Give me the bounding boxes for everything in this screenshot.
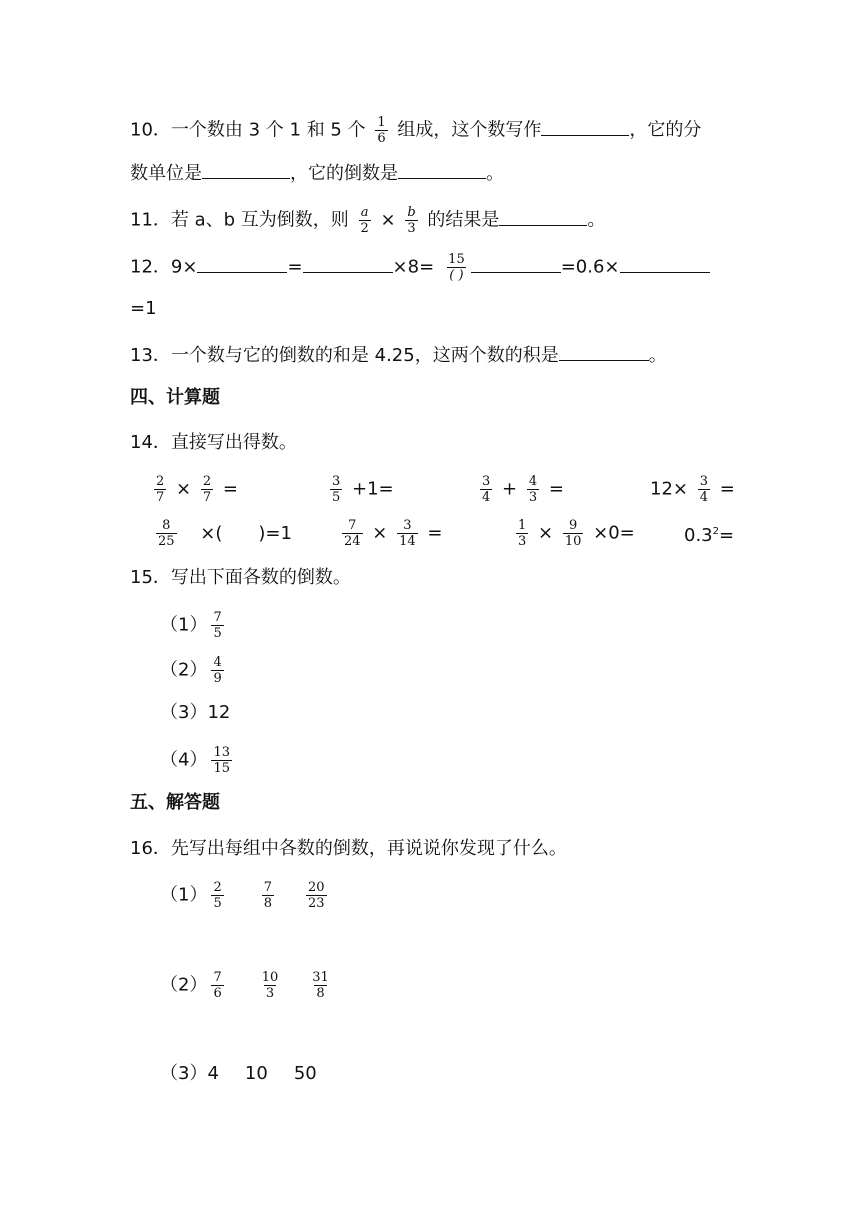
answer-blank[interactable] bbox=[541, 117, 629, 136]
calc-r2c4 bbox=[684, 520, 734, 548]
operator: × bbox=[374, 209, 402, 231]
calc-r2c3: $\frac{1}{3}$ × $\frac{9}{10}$ ×0= bbox=[518, 518, 635, 549]
question-text: 。 bbox=[486, 163, 504, 184]
equals: = bbox=[427, 522, 443, 544]
reciprocal-item bbox=[160, 610, 228, 641]
question-text: = bbox=[287, 256, 303, 278]
equals: = bbox=[719, 478, 735, 500]
question-text: 若 a、b 互为倒数，则 bbox=[170, 209, 355, 231]
question-10-line2 bbox=[130, 160, 504, 186]
question-text: ，它的倒数是 bbox=[290, 163, 398, 184]
calc-r1c1: $\frac{2}{7}$ × $\frac{2}{7}$ = bbox=[156, 474, 238, 505]
question-text: 一个数与它的倒数的和是 4.25，这两个数的积是 bbox=[170, 345, 559, 366]
calc-r1c2: $\frac{3}{5}$ +1= bbox=[332, 474, 394, 505]
question-number: 13． bbox=[130, 345, 171, 366]
reciprocal-item bbox=[160, 655, 228, 686]
item-label: （3） bbox=[160, 702, 208, 723]
question-13 bbox=[130, 342, 667, 368]
question-text: 。 bbox=[648, 345, 667, 366]
fraction: $\frac{b}{3}$ bbox=[407, 205, 416, 236]
question-15-title: 15．写出下面各数的倒数。 bbox=[130, 567, 351, 588]
operator: × bbox=[538, 522, 554, 544]
equals: = bbox=[719, 525, 735, 546]
calc-r1c3: $\frac{3}{4}$ + $\frac{4}{3}$ = bbox=[482, 474, 564, 505]
item-value: 4 bbox=[207, 1063, 219, 1084]
fraction: $\frac{15}{( )}$ bbox=[448, 252, 465, 283]
question-text: ，它的分 bbox=[629, 119, 702, 141]
answer-blank[interactable] bbox=[620, 254, 710, 273]
item-label: （1） bbox=[160, 884, 208, 906]
reciprocal-item bbox=[160, 745, 236, 776]
question-text: 的结果是 bbox=[421, 209, 500, 231]
equals: = bbox=[548, 478, 564, 500]
fraction: $\frac{1}{6}$ bbox=[377, 115, 386, 146]
expression-text: +1= bbox=[352, 478, 394, 500]
group-3 bbox=[160, 1062, 317, 1086]
group-2: （2） $\frac{7}{6}$ $\frac{10}{3}$ $\frac{31}{8}$ bbox=[160, 970, 329, 1001]
answer-blank[interactable] bbox=[559, 342, 649, 361]
expression-text: 0.3 bbox=[684, 525, 713, 546]
group-1: （1） $\frac{2}{5}$ $\frac{7}{8}$ $\frac{20}{23}$ bbox=[160, 880, 325, 911]
operator: + bbox=[502, 478, 518, 500]
section-heading-5: 五、解答题 bbox=[130, 792, 220, 813]
calc-r2c2: $\frac{7}{24}$ × $\frac{3}{14}$ = bbox=[344, 518, 443, 549]
question-12-line2 bbox=[130, 297, 157, 321]
fraction: $\frac{4}{9}$ bbox=[213, 655, 222, 686]
question-text: 组成，这个数写作 bbox=[391, 119, 542, 141]
item-label: （1） bbox=[160, 614, 208, 636]
expression-text: ×( )=1 bbox=[200, 522, 292, 544]
operator: × bbox=[372, 522, 388, 544]
item-label: （4） bbox=[160, 749, 208, 771]
item-label: （2） bbox=[160, 974, 208, 996]
item-value: 50 bbox=[293, 1063, 317, 1084]
equals: = bbox=[222, 478, 238, 500]
operator: × bbox=[176, 478, 192, 500]
question-11 bbox=[130, 205, 605, 236]
calc-r1c4: 12× $\frac{3}{4}$ = bbox=[650, 474, 735, 505]
question-14-title: 14．直接写出得数。 bbox=[130, 432, 297, 453]
question-16-title: 16．先写出每组中各数的倒数，再说说你发现了什么。 bbox=[130, 838, 567, 859]
question-text: 9× bbox=[170, 256, 198, 278]
fraction: $\frac{7}{5}$ bbox=[213, 610, 222, 641]
question-text: =0.6× bbox=[560, 256, 620, 278]
item-value: 12 bbox=[207, 702, 231, 723]
question-text: 一个数由 3 个 1 和 5 个 bbox=[170, 119, 372, 141]
question-text: =1 bbox=[130, 298, 157, 319]
item-label: （2） bbox=[160, 659, 208, 681]
item-value: 10 bbox=[244, 1063, 268, 1084]
answer-blank[interactable] bbox=[197, 254, 287, 273]
question-10-line1 bbox=[130, 115, 701, 146]
fraction: $\frac{a}{2}$ bbox=[360, 205, 369, 236]
reciprocal-item bbox=[160, 701, 230, 725]
question-12-line1 bbox=[130, 252, 710, 283]
answer-blank[interactable] bbox=[303, 254, 393, 273]
calc-r2c1: $\frac{8}{25}$ ×( )=1 bbox=[158, 518, 292, 549]
question-text: ×8= bbox=[392, 256, 435, 278]
question-number: 12． bbox=[130, 256, 171, 278]
answer-blank[interactable] bbox=[499, 207, 587, 226]
question-text: 数单位是 bbox=[130, 163, 202, 184]
question-number: 11． bbox=[130, 209, 171, 231]
fraction: $\frac{13}{15}$ bbox=[213, 745, 230, 776]
question-number: 10． bbox=[130, 119, 171, 141]
answer-blank[interactable] bbox=[202, 160, 290, 179]
exponent: 2 bbox=[712, 526, 720, 537]
answer-blank[interactable] bbox=[398, 160, 486, 179]
expression-text: ×0= bbox=[593, 522, 635, 544]
section-heading-4: 四、计算题 bbox=[130, 387, 220, 408]
question-text: 。 bbox=[587, 209, 606, 231]
item-label: （3） bbox=[160, 1063, 208, 1084]
expression-text: 12× bbox=[650, 478, 688, 500]
answer-blank[interactable] bbox=[471, 254, 561, 273]
